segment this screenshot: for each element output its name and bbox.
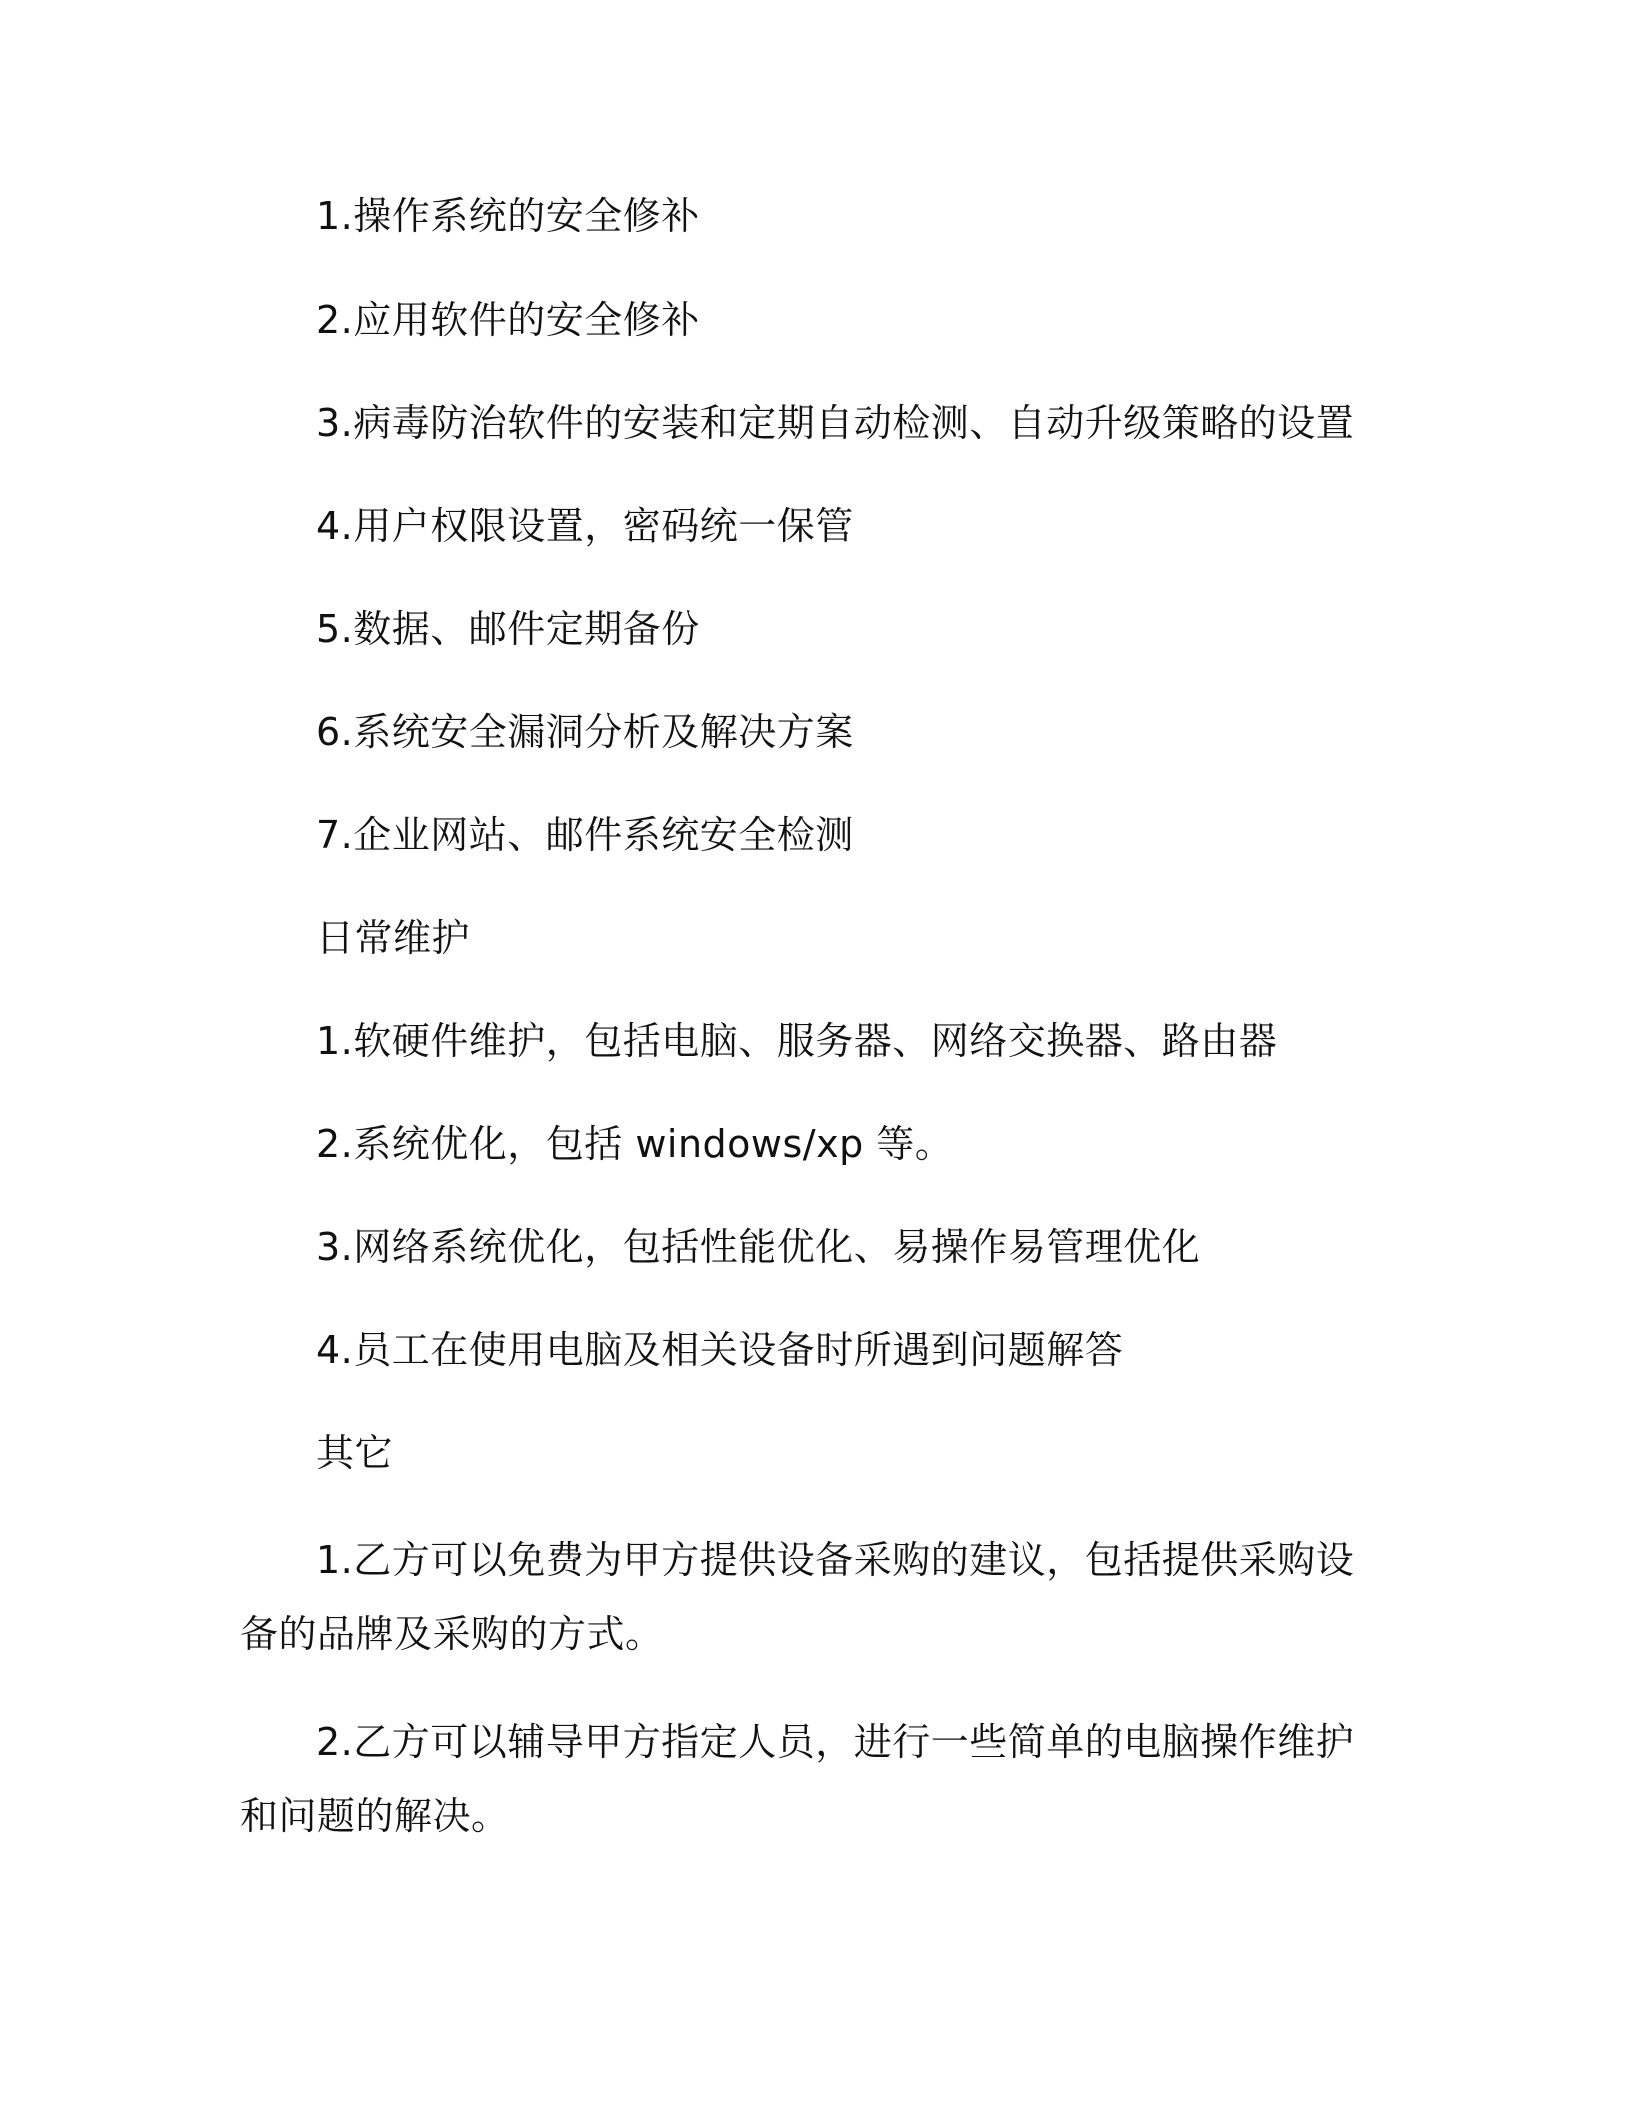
security-item: 6.系统安全漏洞分析及解决方案 xyxy=(316,710,854,754)
section-heading-daily: 日常维护 xyxy=(316,916,471,960)
security-item: 5.数据、邮件定期备份 xyxy=(316,607,700,651)
security-item: 2.应用软件的安全修补 xyxy=(316,298,700,342)
daily-item: 3.网络系统优化，包括性能优化、易操作易管理优化 xyxy=(316,1225,1201,1269)
daily-item: 4.员工在使用电脑及相关设备时所遇到问题解答 xyxy=(316,1328,1124,1372)
security-item: 7.企业网站、邮件系统安全检测 xyxy=(316,813,854,857)
section-heading-other: 其它 xyxy=(316,1431,394,1475)
security-item: 4.用户权限设置，密码统一保管 xyxy=(316,504,854,548)
security-item: 1.操作系统的安全修补 xyxy=(316,194,700,238)
daily-item: 1.软硬件维护，包括电脑、服务器、网络交换器、路由器 xyxy=(316,1019,1278,1063)
other-paragraph: 2.乙方可以辅导甲方指定人员，进行一些简单的电脑操作维护和问题的解决。 xyxy=(240,1720,1355,1838)
other-paragraph: 1.乙方可以免费为甲方提供设备采购的建议，包括提供采购设备的品牌及采购的方式。 xyxy=(240,1538,1355,1656)
daily-item: 2.系统优化，包括 windows/xp 等。 xyxy=(316,1122,954,1166)
security-item: 3.病毒防治软件的安装和定期自动检测、自动升级策略的设置 xyxy=(316,401,1355,445)
